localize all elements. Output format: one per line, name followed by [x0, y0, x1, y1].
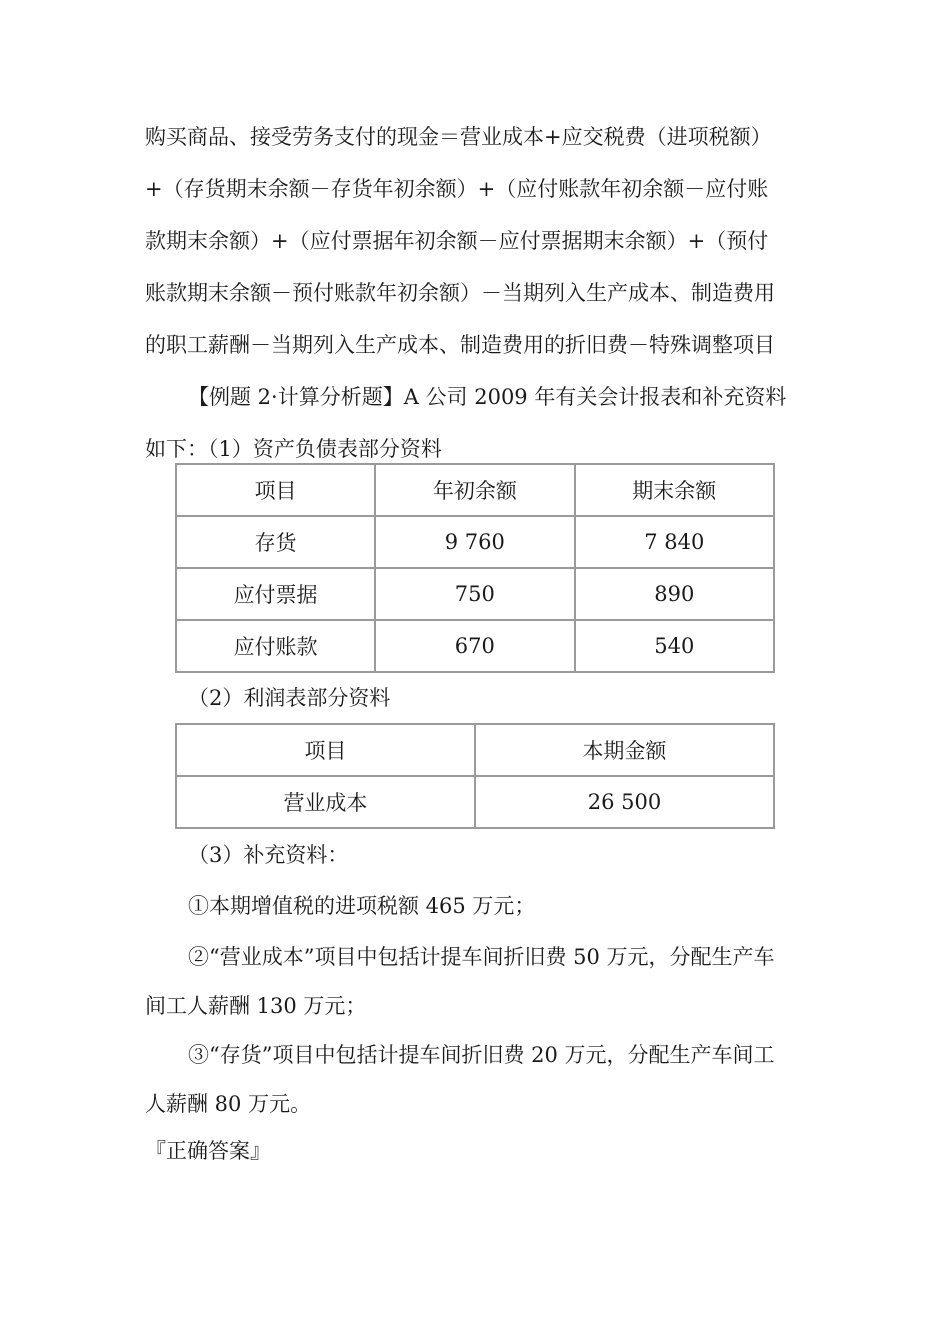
section2-title: （2）利润表部分资料 [188, 686, 391, 710]
supplement-item-2-cont: 间工人薪酬 130 万元； [145, 994, 367, 1018]
table-cell: 应付票据 [176, 568, 375, 620]
table-header-cell: 期末余额 [575, 464, 774, 516]
table-cell: 应付账款 [176, 620, 375, 672]
table-row [176, 568, 774, 620]
table-header-row [176, 464, 774, 516]
formula-line-1: 购买商品、接受劳务支付的现金＝营业成本+应交税费（进项税额） [145, 125, 772, 149]
section3-title: （3）补充资料： [188, 843, 349, 867]
table-row [176, 776, 774, 828]
table-cell: 26 500 [475, 776, 774, 828]
balance-sheet-table [175, 463, 775, 673]
table-header-row [176, 724, 774, 776]
table-header-cell: 本期金额 [475, 724, 774, 776]
example-heading: 【例题 2·计算分析题】A 公司 2009 年有关会计报表和补充资料 [188, 385, 787, 409]
formula-line-2: +（存货期末余额－存货年初余额）+（应付账款年初余额－应付账 [145, 177, 769, 201]
supplement-item-3: ③“存货”项目中包括计提车间折旧费 20 万元，分配生产车间工 [188, 1043, 775, 1067]
formula-line-4: 账款期末余额－预付账款年初余额）－当期列入生产成本、制造费用 [145, 281, 775, 305]
table-header-cell: 项目 [176, 464, 375, 516]
table-cell: 890 [575, 568, 774, 620]
table-cell: 670 [375, 620, 574, 672]
formula-line-3: 款期末余额）+（应付票据年初余额－应付票据期末余额）+（预付 [145, 229, 769, 253]
table-header-cell: 项目 [176, 724, 475, 776]
income-statement-table [175, 723, 775, 829]
answer-label: 『正确答案』 [145, 1139, 271, 1163]
supplement-item-3-cont: 人薪酬 80 万元。 [145, 1092, 312, 1116]
formula-line-5: 的职工薪酬－当期列入生产成本、制造费用的折旧费－特殊调整项目 [145, 333, 775, 357]
supplement-item-1: ①本期增值税的进项税额 465 万元； [188, 894, 536, 918]
supplement-item-2: ②“营业成本”项目中包括计提车间折旧费 50 万元，分配生产车 [188, 945, 775, 969]
table-header-cell: 年初余额 [375, 464, 574, 516]
table-cell: 750 [375, 568, 574, 620]
table-row [176, 516, 774, 568]
section1-title: 如下：（1）资产负债表部分资料 [145, 437, 442, 461]
table-row [176, 620, 774, 672]
table-cell: 540 [575, 620, 774, 672]
table-cell: 存货 [176, 516, 375, 568]
table-cell: 9 760 [375, 516, 574, 568]
table-cell: 7 840 [575, 516, 774, 568]
table-cell: 营业成本 [176, 776, 475, 828]
